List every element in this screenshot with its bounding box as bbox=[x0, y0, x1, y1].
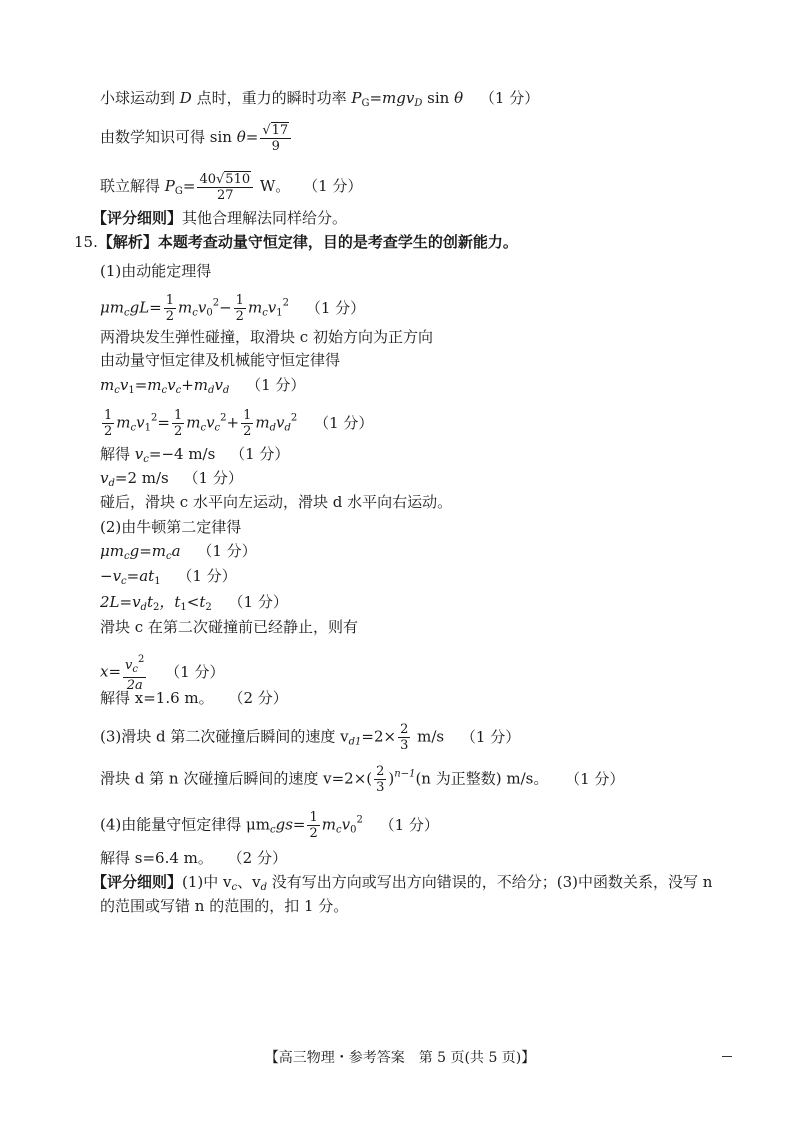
eq-energy: $\frac{1}{2}$ $m_cv_1^2=$ $\frac{1}{2}$ $m_cv_c^2+$ $\frac{1}{2}$ $m_dv_d^2$ （1 分） bbox=[104, 408, 374, 439]
page-footer: 【高三物理・参考答案 第 5 页(共 5 页)】 bbox=[264, 1050, 536, 1066]
part1-heading: (1)由动能定理得 bbox=[100, 262, 212, 280]
solution-x: 解得 x=1.6 m。 （2 分） bbox=[100, 689, 288, 707]
sin-theta-line: 由数学知识可得 sin θ= $\frac{√17}{9}$ bbox=[100, 122, 293, 154]
eq-distance-time: $2L=v_dt_2$，$t_1<t_2$ （1 分） bbox=[100, 593, 288, 613]
solution-vc: 解得 $v_c=-4$ m/s （1 分） bbox=[100, 445, 290, 465]
scoring-rule-q15-cont: 的范围或写错 n 的范围的，扣 1 分。 bbox=[100, 897, 349, 915]
power-line: 小球运动到 D 点时，重力的瞬时功率 $P_G=mgv_D$ sin θ （1 分） bbox=[100, 89, 540, 109]
scoring-rule-q15: 【评分细则】(1)中 $v_c$、$v_d$ 没有写出方向或写出方向错误的，不给分；(3)中函数关系，没写 n bbox=[92, 873, 713, 893]
eq-newton: $\mu m_cg=m_ca$ （1 分） bbox=[100, 542, 257, 562]
eq-displacement: x= $\frac{v_c^2}{2a}$ （1 分） bbox=[100, 654, 225, 693]
stop-text: 滑块 c 在第二次碰撞前已经静止，则有 bbox=[100, 618, 358, 636]
solution-vd: $v_d=2$ m/s （1 分） bbox=[100, 469, 243, 489]
scoring-rule-top: 【评分细则】其他合理解法同样给分。 bbox=[92, 209, 348, 227]
sin-fraction: $\frac{√17}{9}$ bbox=[260, 122, 291, 154]
q15-header: 15.【解析】本题考查动量守恒定律，目的是考查学生的创新能力。 bbox=[74, 233, 518, 251]
eq-kinetic-energy: $\mu m_cgL=$ $\frac{1}{2}$ $m_cv_0^2-$ $\frac{1}{2}$ $m_cv_1^2$ （1 分） bbox=[100, 293, 366, 324]
eq-momentum: $m_cv_1=m_cv_c+m_dv_d$ （1 分） bbox=[100, 376, 306, 396]
laws-text: 由动量守恒定律及机械能守恒定律得 bbox=[100, 351, 341, 369]
power-result-line: 联立解得 $P_G=$ $\frac{40√510}{27}$ W。 （1 分） bbox=[100, 172, 363, 203]
eq-velocity-time: $-v_c=at_1$ （1 分） bbox=[100, 567, 237, 587]
solution-s: 解得 s=6.4 m。 （2 分） bbox=[100, 849, 287, 867]
part3-velocity-n: 滑块 d 第 n 次碰撞后瞬间的速度 v=2×( $\frac{2}{3}$ )$^{n-1}$(n 为正整数) m/s。 （1 分） bbox=[100, 764, 625, 795]
part2-heading: (2)由牛顿第二定律得 bbox=[100, 518, 242, 536]
collision-text: 两滑块发生弹性碰撞，取滑块 c 初始方向为正方向 bbox=[100, 328, 433, 346]
part3-velocity-d1: (3)滑块 d 第二次碰撞后瞬间的速度 $v_{d1}=2\times$ $\frac{2}{3}$ m/s （1 分） bbox=[100, 722, 521, 753]
part4-energy: (4)由能量守恒定律得 $\mu m_cgs=$ $\frac{1}{2}$ $m_cv_0^2$ （1 分） bbox=[100, 810, 439, 841]
after-collision-text: 碰后，滑块 c 水平向左运动，滑块 d 水平向右运动。 bbox=[100, 493, 453, 511]
power-fraction: $\frac{40√510}{27}$ bbox=[197, 171, 253, 203]
scan-mark bbox=[722, 1056, 732, 1057]
